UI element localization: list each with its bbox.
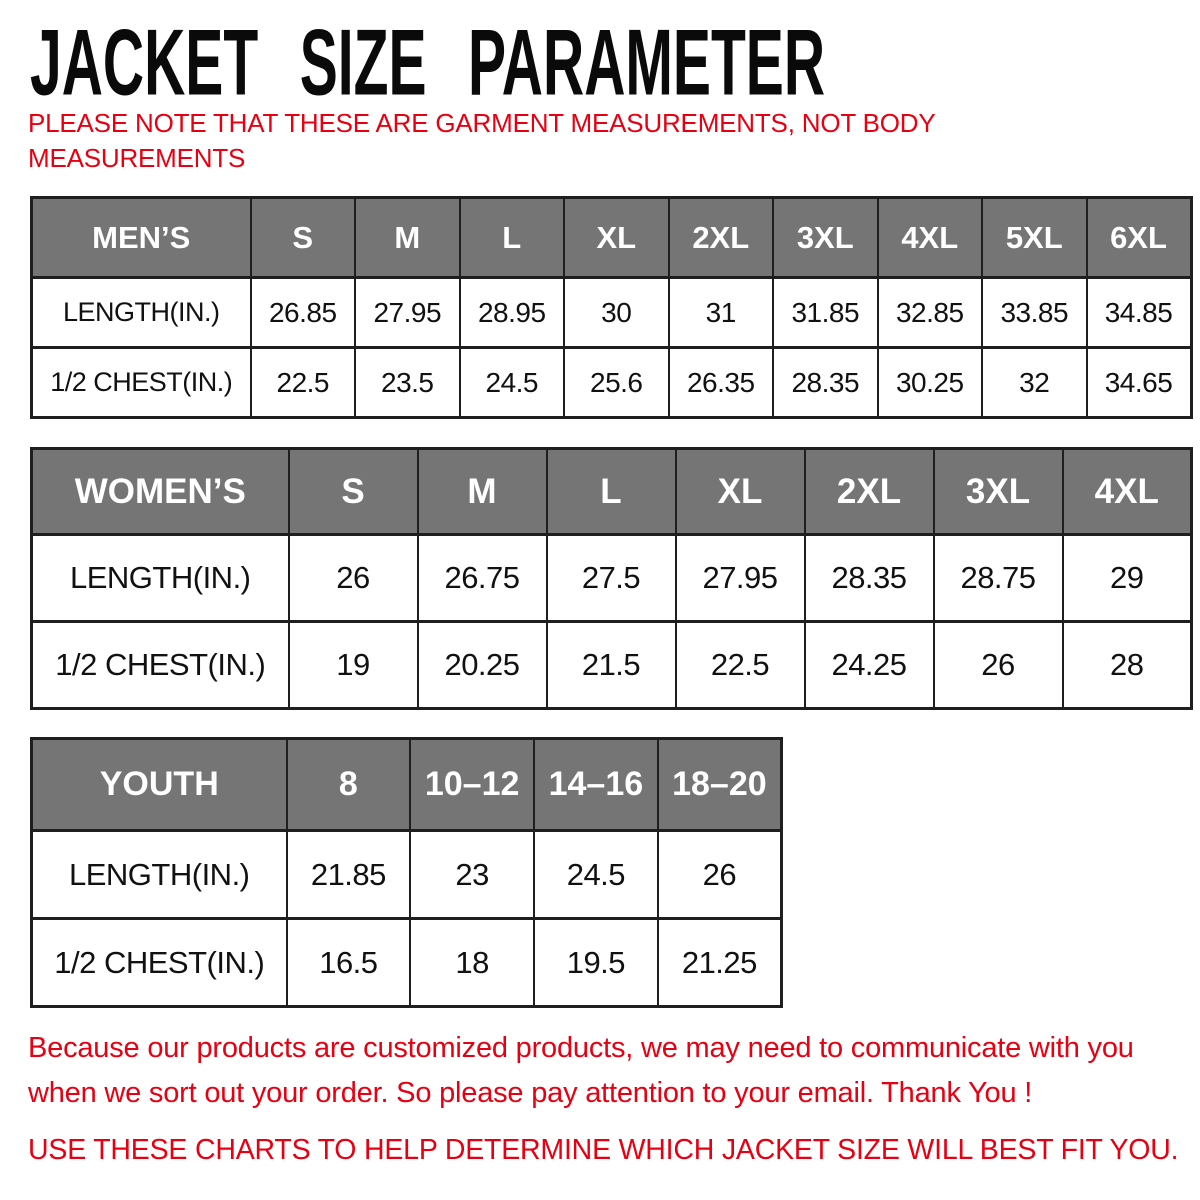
size-value-cell: 28 [1063, 622, 1192, 709]
size-value-cell: 26.75 [418, 535, 547, 622]
size-column-header: L [460, 198, 565, 278]
garment-measurement-note: PLEASE NOTE THAT THESE ARE GARMENT MEASUREMENTS, NOT BODY MEASUREMENTS [28, 108, 935, 174]
size-value-cell: 27.95 [676, 535, 805, 622]
size-value-cell: 22.5 [676, 622, 805, 709]
size-value-cell: 23.5 [355, 348, 460, 418]
size-column-header: L [547, 449, 676, 535]
size-value-cell: 27.95 [355, 278, 460, 348]
size-column-header: M [418, 449, 547, 535]
size-value-cell: 32.85 [878, 278, 983, 348]
size-value-cell: 26 [934, 622, 1063, 709]
size-column-header: 8 [287, 739, 411, 831]
size-value-cell: 34.65 [1087, 348, 1192, 418]
row-label: LENGTH(IN.) [32, 535, 289, 622]
size-value-cell: 26 [289, 535, 418, 622]
youth-length-row [32, 831, 782, 919]
size-column-header: 3XL [934, 449, 1063, 535]
size-value-cell: 24.5 [534, 831, 658, 919]
size-value-cell: 24.5 [460, 348, 565, 418]
size-column-header: 5XL [982, 198, 1087, 278]
fit-advice: USE THESE CHARTS TO HELP DETERMINE WHICH JACKET SIZE WILL BEST FIT YOU. [28, 1134, 1179, 1166]
row-label: LENGTH(IN.) [32, 278, 251, 348]
size-value-cell: 21.25 [658, 919, 782, 1007]
size-value-cell: 19.5 [534, 919, 658, 1007]
size-value-cell: 20.25 [418, 622, 547, 709]
size-value-cell: 30.25 [878, 348, 983, 418]
size-column-header: 10–12 [410, 739, 534, 831]
size-column-header: 4XL [1063, 449, 1192, 535]
size-column-header: 18–20 [658, 739, 782, 831]
size-value-cell: 18 [410, 919, 534, 1007]
row-label: 1/2 CHEST(IN.) [32, 919, 287, 1007]
row-label: 1/2 CHEST(IN.) [32, 622, 289, 709]
womens-length-row [32, 535, 1192, 622]
womens-header-row [32, 449, 1192, 535]
size-column-header: S [251, 198, 356, 278]
womens-size-table [30, 447, 1193, 710]
size-value-cell: 21.5 [547, 622, 676, 709]
womens-chest-row [32, 622, 1192, 709]
mens-length-row [32, 278, 1192, 348]
size-value-cell: 31 [669, 278, 774, 348]
size-value-cell: 29 [1063, 535, 1192, 622]
youth-size-table [30, 737, 783, 1008]
size-value-cell: 24.25 [805, 622, 934, 709]
size-value-cell: 19 [289, 622, 418, 709]
size-column-header: XL [676, 449, 805, 535]
size-value-cell: 23 [410, 831, 534, 919]
size-column-header: 2XL [669, 198, 774, 278]
size-column-header: 4XL [878, 198, 983, 278]
size-value-cell: 25.6 [564, 348, 669, 418]
size-value-cell: 26.85 [251, 278, 356, 348]
size-value-cell: 27.5 [547, 535, 676, 622]
womens-table-title: WOMEN’S [32, 449, 289, 535]
size-value-cell: 34.85 [1087, 278, 1192, 348]
youth-chest-row [32, 919, 782, 1007]
size-value-cell: 28.35 [805, 535, 934, 622]
size-column-header: 6XL [1087, 198, 1192, 278]
size-column-header: S [289, 449, 418, 535]
size-column-header: 14–16 [534, 739, 658, 831]
size-column-header: 3XL [773, 198, 878, 278]
mens-table-title: MEN’S [32, 198, 251, 278]
size-value-cell: 22.5 [251, 348, 356, 418]
row-label: 1/2 CHEST(IN.) [32, 348, 251, 418]
youth-header-row [32, 739, 782, 831]
size-value-cell: 28.35 [773, 348, 878, 418]
size-column-header: XL [564, 198, 669, 278]
mens-chest-row [32, 348, 1192, 418]
customization-notice: Because our products are customized products, we may need to communicate with you when we sort out your order. So please pay attention to your email. Thank You ! [28, 1032, 1134, 1109]
size-value-cell: 26.35 [669, 348, 774, 418]
mens-header-row [32, 198, 1192, 278]
youth-table-title: YOUTH [32, 739, 287, 831]
size-value-cell: 28.95 [460, 278, 565, 348]
page-title: JACKET SIZE PARAMETER [30, 10, 826, 115]
size-column-header: 2XL [805, 449, 934, 535]
size-value-cell: 21.85 [287, 831, 411, 919]
size-column-header: M [355, 198, 460, 278]
size-value-cell: 31.85 [773, 278, 878, 348]
size-value-cell: 28.75 [934, 535, 1063, 622]
size-value-cell: 16.5 [287, 919, 411, 1007]
row-label: LENGTH(IN.) [32, 831, 287, 919]
size-value-cell: 26 [658, 831, 782, 919]
size-value-cell: 33.85 [982, 278, 1087, 348]
mens-size-table [30, 196, 1193, 419]
size-value-cell: 30 [564, 278, 669, 348]
size-value-cell: 32 [982, 348, 1087, 418]
